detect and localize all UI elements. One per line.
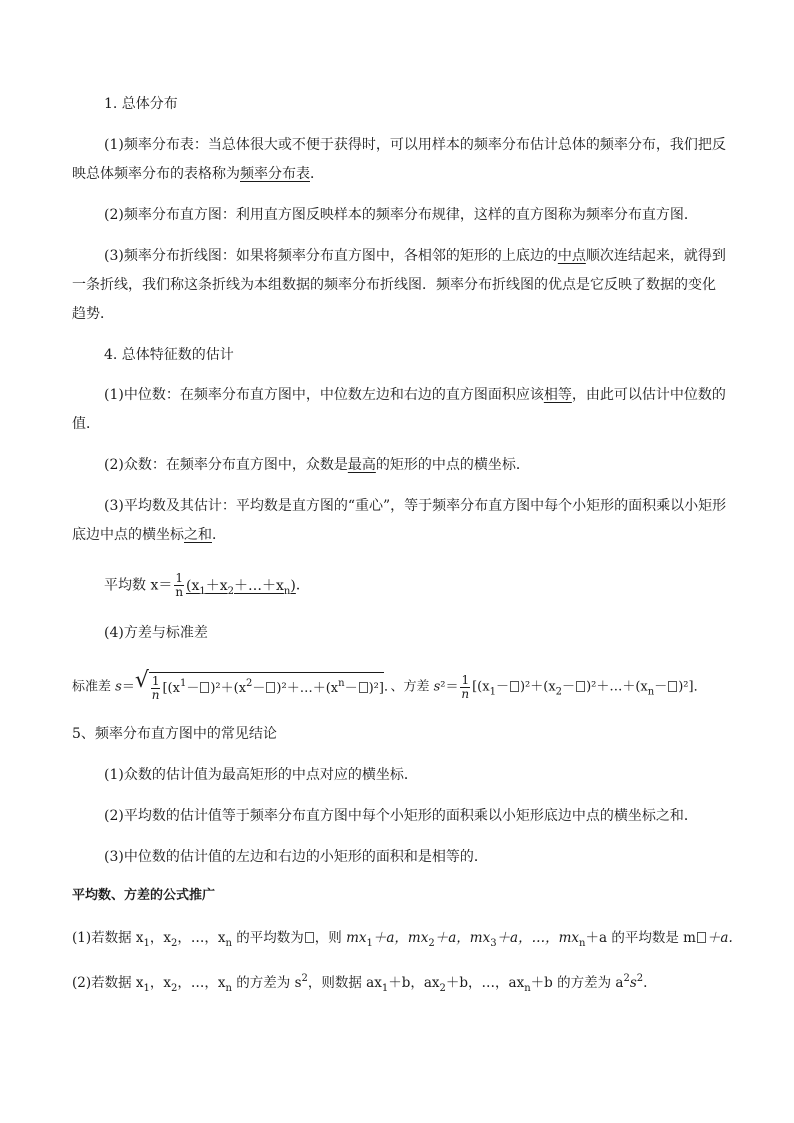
- missing-glyph-icon: [200, 682, 209, 693]
- fraction-1-over-n: [151, 675, 161, 702]
- text: (2)众数：在频率分布直方图中，众数是: [104, 457, 348, 473]
- text: .: [643, 975, 648, 991]
- polyline-line-2: 一条折线，我们称这条折线为本组数据的频率分布折线图．频率分布折线图的优点是它反映了数据的变化: [72, 277, 716, 293]
- superscript: 1: [179, 678, 187, 689]
- text: ．: [295, 577, 310, 594]
- denominator: n: [461, 686, 470, 701]
- polyline-line-1: [104, 246, 726, 266]
- subscript: n: [225, 938, 232, 949]
- median-line-1: [104, 385, 726, 405]
- subscript: 1: [199, 585, 206, 597]
- subscript: 2: [428, 938, 435, 949]
- subscript: n: [283, 585, 291, 597]
- subscript: 2: [227, 585, 235, 597]
- numerator: 1: [461, 672, 470, 687]
- subscript: n: [225, 983, 232, 994]
- missing-glyph-icon: [697, 932, 706, 943]
- text: ，则: [314, 930, 347, 946]
- subscript: 3: [490, 938, 497, 949]
- text: ．、方差: [383, 679, 434, 695]
- text: ＋a，…，mx: [496, 930, 580, 946]
- symbol-s: s: [433, 679, 441, 695]
- sd-variance-formula: [72, 668, 707, 703]
- text: 映总体频率分布的表格称为: [72, 166, 240, 182]
- histogram-definition: (2)频率分布直方图：利用直方图反映样本的频率分布规律，这样的直方图称为频率分布直方图．: [104, 207, 698, 223]
- superscript: 2: [623, 973, 630, 984]
- radical-icon: √: [134, 668, 149, 693]
- text: 的方差为 s: [231, 975, 302, 991]
- conclusion-1: (1)众数的估计值为最高矩形的中点对应的横坐标．: [104, 767, 418, 783]
- text: 的矩形的中点的横坐标．: [375, 457, 530, 473]
- text: －: [252, 681, 266, 696]
- text: ＋b 的方差为 a: [530, 975, 624, 991]
- text: 顺次连结起来，就得到: [585, 248, 726, 264]
- term-midpoint: 中点: [557, 248, 586, 264]
- text: ，则数据 ax: [307, 975, 382, 991]
- text: －: [495, 679, 509, 695]
- subscript: n: [524, 983, 531, 994]
- subscript: 1: [143, 938, 150, 949]
- text: )²]．: [678, 679, 707, 695]
- subscript: 1: [143, 983, 150, 994]
- symbol-s: s: [115, 679, 122, 695]
- subscript: 1: [489, 686, 496, 698]
- section-heading-common-conclusions: 5、频率分布直方图中的常见结论: [72, 726, 277, 742]
- text: ＝: [121, 679, 135, 695]
- conclusion-3: (3)中位数的估计值的左边和右边的小矩形的面积和是相等的．: [104, 849, 488, 865]
- text: 的平均数为: [231, 930, 304, 946]
- subscript: 2: [171, 983, 178, 994]
- text: －: [562, 679, 576, 695]
- text: [(x: [472, 679, 490, 695]
- term-sum: 之和: [184, 527, 212, 543]
- subscript: 1: [381, 983, 389, 994]
- missing-glyph-icon: [668, 681, 677, 692]
- extension-rule-1: [72, 928, 733, 954]
- text: s: [629, 975, 637, 991]
- text: ＋…＋x: [234, 577, 284, 594]
- text: (1)中位数：在频率分布直方图中，中位数左边和右边的直方图面积应该: [104, 387, 544, 403]
- subscript: 1: [366, 938, 373, 949]
- polyline-line-3: 趋势．: [72, 306, 114, 322]
- mean-line-2: [72, 525, 226, 545]
- text: ＋b，ax: [388, 975, 440, 991]
- text: ＋a.: [706, 930, 733, 946]
- freq-table-line-2: [72, 164, 324, 184]
- text: ，x: [149, 930, 172, 946]
- text: －: [344, 681, 358, 696]
- missing-glyph-icon: [266, 682, 275, 693]
- text: 底边中点的横坐标: [72, 527, 184, 543]
- text: (2)若数据 x: [72, 975, 144, 991]
- text: (x: [186, 577, 200, 594]
- variance-heading: (4)方差与标准差: [104, 625, 208, 641]
- superscript: n: [338, 678, 345, 689]
- section-heading-feature-estimate: 4. 总体特征数的估计: [104, 347, 234, 363]
- missing-glyph-icon: [576, 681, 585, 692]
- formula-label: 平均数 x＝: [104, 577, 173, 594]
- subscript: 2: [555, 686, 563, 698]
- text: )²＋…＋(x: [586, 679, 648, 695]
- text: ，x: [149, 975, 172, 991]
- text: ，由此可以估计中位数的: [571, 387, 726, 403]
- missing-glyph-icon: [359, 682, 368, 693]
- text: ＋a 的平均数是 m: [585, 930, 696, 946]
- term-freq-table: 频率分布表: [240, 166, 310, 182]
- superscript: 2: [246, 678, 253, 689]
- numerator: 1: [175, 571, 183, 585]
- missing-glyph-icon: [305, 932, 314, 943]
- square-root: [134, 668, 384, 702]
- text: )²＋…＋(x: [276, 681, 339, 696]
- section-heading-formula-extension: 平均数、方差的公式推广: [72, 888, 216, 903]
- superscript: 2: [636, 973, 644, 984]
- mode-definition: [104, 455, 530, 475]
- formula-label: 标准差: [72, 679, 116, 695]
- sum-expression: [186, 577, 296, 597]
- text: ²＝: [440, 679, 459, 695]
- text: )²＋(x: [210, 681, 247, 696]
- term-equal: 相等: [543, 387, 572, 403]
- text: [(x: [162, 681, 180, 696]
- section-heading-total-distribution: 1. 总体分布: [104, 96, 178, 112]
- text: ，…，x: [177, 930, 226, 946]
- text: ＋x: [205, 577, 228, 594]
- fraction-1-over-n: [460, 674, 470, 701]
- text: mx: [346, 930, 367, 946]
- text: )²＋(x: [519, 679, 556, 695]
- conclusion-2: (2)平均数的估计值等于频率分布直方图中每个小矩形的面积乘以小矩形底边中点的横坐标之和．: [104, 808, 698, 824]
- subscript: 2: [171, 938, 178, 949]
- text: ，…，x: [177, 975, 226, 991]
- text: (3)频率分布折线图：如果将频率分布直方图中，各相邻的矩形的上底边的: [104, 248, 558, 264]
- extension-rule-2: [72, 969, 647, 999]
- radicand: [149, 672, 384, 702]
- text: (1)若数据 x: [72, 930, 144, 946]
- mean-formula: [104, 572, 310, 602]
- superscript: 2: [301, 973, 308, 984]
- text: －: [186, 681, 200, 696]
- text: ＋a，mx: [434, 930, 491, 946]
- subscript: 2: [439, 983, 446, 994]
- mean-line-1: (3)平均数及其估计：平均数是直方图的“重心”，等于频率分布直方图中每个小矩形的面积乘以小矩形: [104, 498, 727, 514]
- fraction-1-over-n: [174, 572, 184, 599]
- text: )²]: [368, 681, 384, 696]
- text: －: [654, 679, 668, 695]
- denominator: n: [175, 585, 184, 599]
- median-line-2: 值．: [72, 416, 100, 432]
- missing-glyph-icon: [510, 681, 519, 692]
- denominator: n: [151, 688, 160, 702]
- text: ．: [212, 527, 226, 543]
- freq-table-line-1: (1)频率分布表：当总体很大或不便于获得时，可以用样本的频率分布估计总体的频率分布，我们把反: [104, 137, 726, 153]
- text: ．: [310, 166, 324, 182]
- numerator: 1: [151, 674, 160, 688]
- text: ＋a，mx: [372, 930, 429, 946]
- subscript: n: [647, 686, 655, 698]
- subscript: n: [579, 938, 586, 949]
- text: ): [290, 577, 296, 594]
- term-highest: 最高: [347, 457, 376, 473]
- text: ＋b，…，ax: [445, 975, 525, 991]
